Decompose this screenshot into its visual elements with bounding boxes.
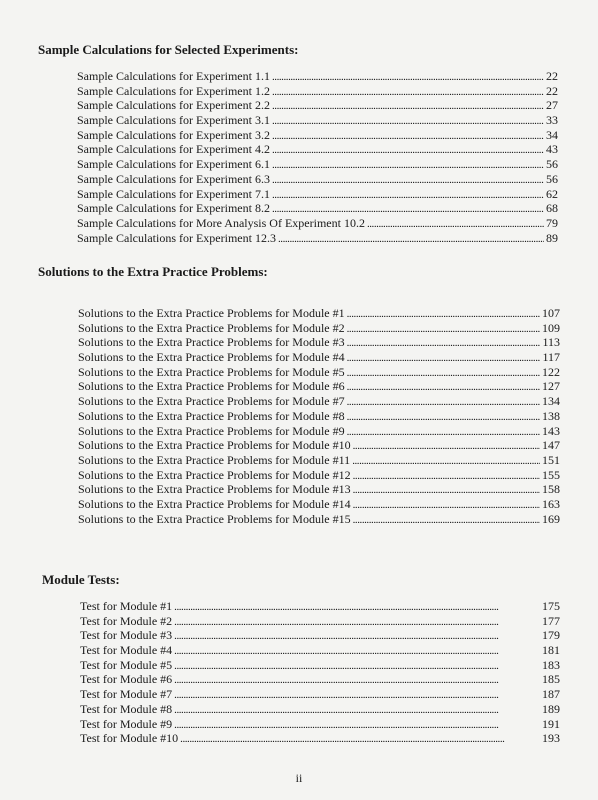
dot-leader <box>347 394 540 409</box>
toc-entry-title: Solutions to the Extra Practice Problems for Module #9 <box>78 423 345 438</box>
toc-entry <box>80 628 560 643</box>
toc-entry-title: Sample Calculations for Experiment 1.1 <box>77 69 270 83</box>
toc-entry-title: Test for Module #5 <box>80 657 173 672</box>
toc-entry-page: 122 <box>542 364 560 379</box>
toc-entry-page: 107 <box>542 306 560 320</box>
toc-entry-page: 163 <box>542 496 560 511</box>
toc-entry-page: 177 <box>542 613 560 628</box>
dot-leader <box>367 216 544 231</box>
dot-leader <box>272 172 544 187</box>
toc-entry-title: Sample Calculations for Experiment 3.2 <box>77 127 270 142</box>
toc-entry <box>78 321 560 336</box>
toc-entry-title: Test for Module #8 <box>80 701 173 716</box>
dot-leader <box>174 599 540 614</box>
dot-leader <box>174 614 540 629</box>
dot-leader <box>272 69 544 84</box>
toc-entry <box>77 231 558 246</box>
toc-entry <box>80 731 560 746</box>
toc-entry-title: Sample Calculations for Experiment 8.2 <box>77 201 270 216</box>
toc-entry-page: 79 <box>546 215 558 230</box>
dot-leader <box>174 702 540 717</box>
toc-entry <box>80 702 560 717</box>
toc-entry-page: 187 <box>542 687 560 702</box>
toc-entry-title: Solutions to the Extra Practice Problems for Module #7 <box>78 394 345 409</box>
toc-entry-page: 138 <box>542 408 560 423</box>
toc-entry-title: Test for Module #7 <box>80 687 173 702</box>
toc-entry-page: 113 <box>542 335 560 350</box>
dot-leader <box>272 128 544 143</box>
dot-leader <box>347 321 540 336</box>
dot-leader <box>278 231 544 246</box>
toc-entry-title: Solutions to the Extra Practice Problems for Module #14 <box>78 496 351 511</box>
toc-entry <box>78 424 560 439</box>
toc-entry-page: 134 <box>542 394 560 409</box>
toc-entry-page: 151 <box>542 452 560 467</box>
toc-entry-page: 89 <box>546 230 558 245</box>
toc-entry <box>77 128 558 143</box>
dot-leader <box>353 512 540 527</box>
toc-entry <box>78 306 560 321</box>
toc-entry <box>80 614 560 629</box>
toc-entry-page: 155 <box>542 467 560 482</box>
toc-entry-page: 181 <box>542 643 560 658</box>
toc-entry-page: 175 <box>542 599 560 613</box>
toc-entry-page: 22 <box>546 69 558 83</box>
toc-entry <box>78 453 560 468</box>
toc-entry-title: Sample Calculations for More Analysis Of Experiment 10.2 <box>77 215 365 230</box>
toc-entry-page: 147 <box>542 438 560 453</box>
toc-entry-page: 43 <box>546 142 558 157</box>
toc-entry-title: Test for Module #9 <box>80 716 173 731</box>
toc-entry <box>77 142 558 157</box>
toc-entry <box>78 409 560 424</box>
toc-entry-page: 22 <box>546 83 558 98</box>
dot-leader <box>353 468 540 483</box>
section-heading-sample-calculations: Sample Calculations for Selected Experiments: <box>38 42 299 57</box>
toc-entry-title: Solutions to the Extra Practice Problems for Module #2 <box>78 320 345 335</box>
toc-entry-title: Solutions to the Extra Practice Problems for Module #5 <box>78 364 345 379</box>
dot-leader <box>347 379 540 394</box>
toc-list-extra-practice-solutions <box>78 306 560 526</box>
toc-entry-page: 33 <box>546 113 558 128</box>
dot-leader <box>353 482 540 497</box>
toc-entry-page: 191 <box>542 716 560 731</box>
toc-entry-page: 169 <box>542 511 560 526</box>
toc-entry <box>80 643 560 658</box>
toc-entry <box>77 187 558 202</box>
toc-entry-page: 127 <box>542 379 560 394</box>
toc-entry-title: Test for Module #10 <box>80 731 179 746</box>
toc-entry <box>77 201 558 216</box>
toc-entry-page: 193 <box>542 731 560 746</box>
toc-entry-page: 56 <box>546 157 558 172</box>
toc-entry-title: Solutions to the Extra Practice Problems for Module #12 <box>78 467 351 482</box>
toc-entry-title: Test for Module #1 <box>80 599 173 613</box>
toc-entry <box>80 717 560 732</box>
toc-entry <box>77 157 558 172</box>
dot-leader <box>174 687 540 702</box>
toc-entry-title: Solutions to the Extra Practice Problems for Module #8 <box>78 408 345 423</box>
dot-leader <box>174 658 540 673</box>
dot-leader <box>347 350 541 365</box>
toc-entry <box>78 512 560 527</box>
toc-entry <box>78 482 560 497</box>
toc-entry-page: 34 <box>546 127 558 142</box>
toc-entry <box>78 379 560 394</box>
section-heading-module-tests: Module Tests: <box>42 572 120 587</box>
toc-entry-title: Sample Calculations for Experiment 12.3 <box>77 230 276 245</box>
dot-leader <box>347 306 540 321</box>
toc-entry-title: Test for Module #3 <box>80 628 173 643</box>
toc-entry-title: Test for Module #4 <box>80 643 173 658</box>
toc-entry-title: Sample Calculations for Experiment 1.2 <box>77 83 270 98</box>
toc-entry <box>77 216 558 231</box>
toc-entry-page: 62 <box>546 186 558 201</box>
toc-entry-title: Solutions to the Extra Practice Problems for Module #11 <box>78 452 351 467</box>
toc-entry <box>77 69 558 84</box>
toc-entry-page: 56 <box>546 171 558 186</box>
dot-leader <box>353 497 540 512</box>
toc-entry-title: Test for Module #2 <box>80 613 173 628</box>
toc-entry <box>78 438 560 453</box>
dot-leader <box>352 453 540 468</box>
toc-entry <box>77 84 558 99</box>
dot-leader <box>353 438 540 453</box>
toc-entry <box>80 687 560 702</box>
dot-leader <box>174 672 540 687</box>
toc-entry-page: 68 <box>546 201 558 216</box>
toc-entry <box>78 394 560 409</box>
toc-entry <box>78 335 560 350</box>
toc-list-sample-calculations <box>77 69 558 245</box>
toc-entry <box>80 658 560 673</box>
toc-list-module-tests <box>80 599 560 746</box>
dot-leader <box>272 142 544 157</box>
toc-entry <box>77 113 558 128</box>
dot-leader <box>272 201 544 216</box>
toc-entry-title: Sample Calculations for Experiment 7.1 <box>77 186 270 201</box>
toc-entry-page: 109 <box>542 320 560 335</box>
toc-entry-title: Test for Module #6 <box>80 672 173 687</box>
section-heading-extra-practice-solutions: Solutions to the Extra Practice Problems: <box>38 264 268 279</box>
dot-leader <box>174 717 540 732</box>
toc-entry-title: Solutions to the Extra Practice Problems for Module #1 <box>78 306 345 320</box>
toc-entry-title: Sample Calculations for Experiment 4.2 <box>77 142 270 157</box>
toc-entry-title: Sample Calculations for Experiment 6.1 <box>77 157 270 172</box>
toc-entry-page: 183 <box>542 657 560 672</box>
dot-leader <box>272 187 544 202</box>
dot-leader <box>180 731 540 746</box>
toc-entry-title: Solutions to the Extra Practice Problems for Module #6 <box>78 379 345 394</box>
dot-leader <box>347 409 540 424</box>
toc-entry-title: Solutions to the Extra Practice Problems for Module #13 <box>78 482 351 497</box>
toc-entry-page: 27 <box>546 98 558 113</box>
toc-entry <box>80 672 560 687</box>
toc-entry <box>78 468 560 483</box>
toc-entry-title: Solutions to the Extra Practice Problems for Module #15 <box>78 511 351 526</box>
toc-entry-title: Sample Calculations for Experiment 2.2 <box>77 98 270 113</box>
toc-entry-page: 117 <box>542 350 560 365</box>
toc-entry-page: 185 <box>542 672 560 687</box>
dot-leader <box>347 424 540 439</box>
dot-leader <box>347 335 541 350</box>
dot-leader <box>174 628 540 643</box>
toc-entry <box>77 172 558 187</box>
toc-entry <box>78 497 560 512</box>
page-number: ii <box>295 771 303 785</box>
toc-entry-title: Solutions to the Extra Practice Problems for Module #4 <box>78 350 345 365</box>
toc-entry <box>80 599 560 614</box>
dot-leader <box>272 113 544 128</box>
toc-entry <box>78 350 560 365</box>
toc-entry-page: 179 <box>542 628 560 643</box>
dot-leader <box>174 643 540 658</box>
dot-leader <box>347 365 540 380</box>
toc-entry-title: Solutions to the Extra Practice Problems for Module #10 <box>78 438 351 453</box>
dot-leader <box>272 98 544 113</box>
toc-entry-title: Solutions to the Extra Practice Problems for Module #3 <box>78 335 345 350</box>
toc-entry-page: 189 <box>542 701 560 716</box>
toc-entry-page: 143 <box>542 423 560 438</box>
toc-entry-title: Sample Calculations for Experiment 6.3 <box>77 171 270 186</box>
toc-entry-page: 158 <box>542 482 560 497</box>
toc-entry <box>78 365 560 380</box>
toc-entry <box>77 98 558 113</box>
toc-entry-title: Sample Calculations for Experiment 3.1 <box>77 113 270 128</box>
dot-leader <box>272 84 544 99</box>
dot-leader <box>272 157 544 172</box>
